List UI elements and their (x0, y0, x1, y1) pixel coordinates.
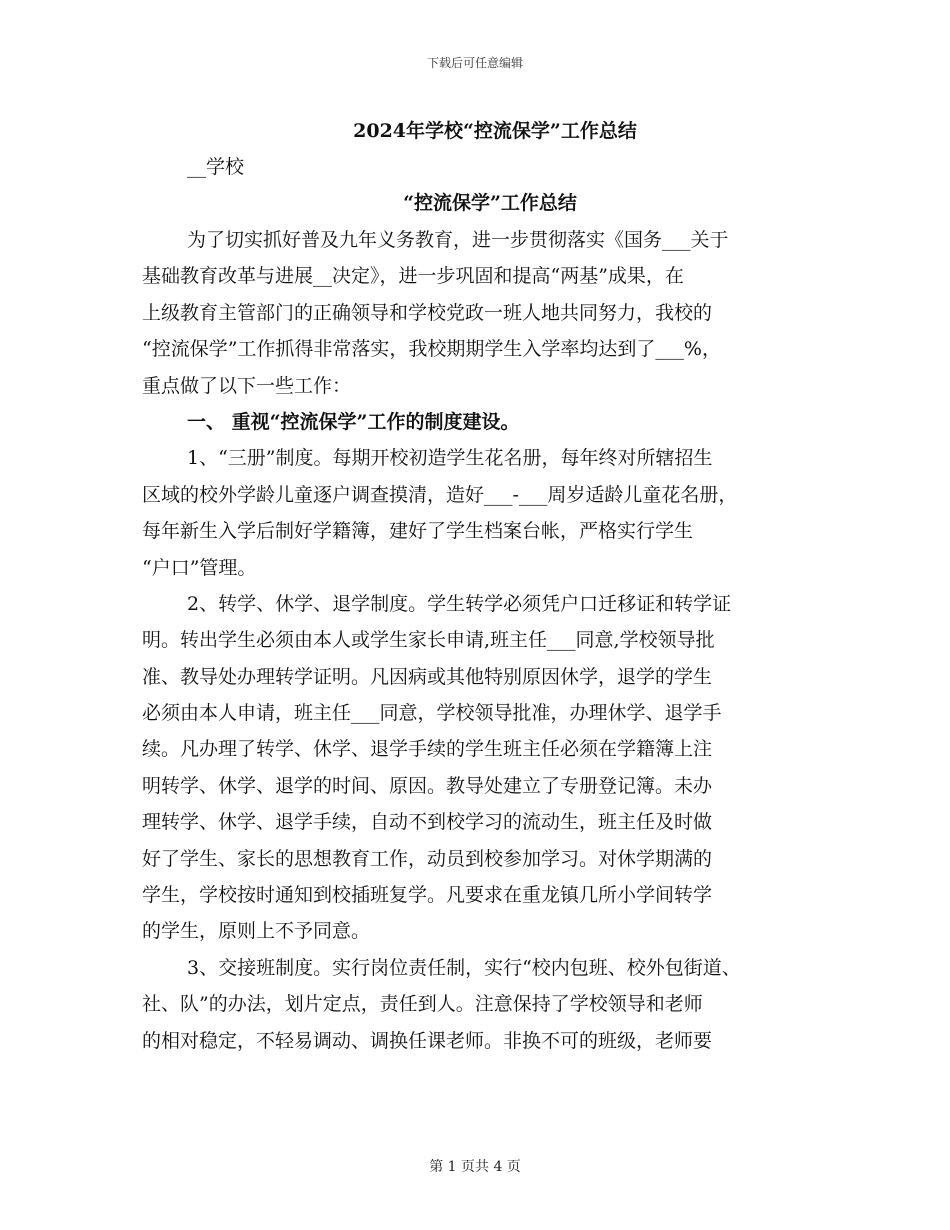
paragraph-line: “户口”管理。 (142, 556, 257, 579)
school-line: __学校 (187, 156, 245, 178)
document-title: 2024年学校“控流保学”工作总结 (353, 120, 637, 142)
paragraph-line: 2、转学、休学、退学制度。学生转学必须凭户口迁移证和转学证 (187, 592, 732, 615)
paragraph-line: 续。凡办理了转学、休学、退学手续的学生班主任必须在学籍簿上注 (142, 738, 713, 761)
paragraph-line: 上级教育主管部门的正确领导和学校党政一班人地共同努力，我校的 (142, 301, 713, 324)
section-title: “控流保学”工作总结 (403, 192, 577, 214)
section-heading-line: 一、 重视“控流保学”工作的制度建设。 (187, 410, 520, 433)
page-footer: 第 1 页共 4 页 (429, 1159, 521, 1175)
paragraph-line: 社、队”的办法，划片定点，责任到人。注意保持了学校领导和老师 (142, 993, 703, 1016)
paragraph-line: 重点做了以下一些工作： (142, 374, 352, 397)
paragraph-line: 理转学、休学、退学手续，自动不到校学习的流动生，班主任及时做 (142, 811, 713, 834)
header-note: 下载后可任意编辑 (426, 56, 523, 70)
paragraph-line: 的学生，原则上不予同意。 (142, 920, 371, 943)
paragraph-line: 3、交接班制度。实行岗位责任制，实行“校内包班、校外包街道、 (187, 956, 741, 979)
paragraph-line: 1、“三册”制度。每期开校初造学生花名册，每年终对所辖招生 (187, 447, 713, 470)
paragraph-line: 准、教导处办理转学证明。凡因病或其他特别原因休学，退学的学生 (142, 665, 713, 688)
paragraph-line: 的相对稳定，不轻易调动、调换任课老师。非换不可的班级，老师要 (142, 1029, 713, 1052)
paragraph-line: 每年新生入学后制好学籍簿，建好了学生档案台帐，严格实行学生 (142, 520, 694, 543)
paragraph-line: 学生，学校按时通知到校插班复学。凡要求在重龙镇几所小学间转学 (142, 884, 713, 907)
paragraph-line: 基础教育改革与进展__决定》，进一步巩固和提高“两基”成果，在 (142, 265, 684, 288)
paragraph-line: 区域的校外学龄儿童逐户调查摸清，造好___-___周岁适龄儿童花名册， (142, 483, 738, 506)
paragraph-line: 好了学生、家长的思想教育工作，动员到校参加学习。对休学期满的 (142, 847, 713, 870)
paragraph-line: 必须由本人申请，班主任___同意，学校领导批准，办理休学、退学手 (142, 702, 722, 725)
paragraph-line: 为了切实抓好普及九年义务教育，进一步贯彻落实《国务___关于 (187, 229, 729, 251)
document-body (142, 222, 832, 1059)
paragraph-line: 明转学、休学、退学的时间、原因。教导处建立了专册登记簿。未办 (142, 774, 713, 797)
paragraph-line: 明。转出学生必须由本人或学生家长申请,班主任___同意,学校领导批 (142, 629, 715, 652)
paragraph-line: “控流保学”工作抓得非常落实，我校期期学生入学率均达到了___%， (142, 338, 721, 361)
